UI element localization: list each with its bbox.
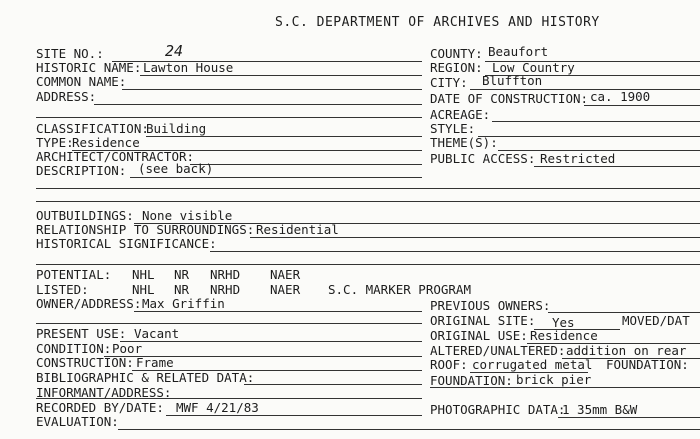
description-line: [130, 177, 422, 178]
original-use-value: Residence: [530, 328, 598, 343]
public-access-value: Restricted: [540, 151, 616, 166]
foundation2-label: FOUNDATION:: [430, 373, 513, 388]
city-label: CITY:: [430, 75, 468, 90]
original-site-label: ORIGINAL SITE:: [430, 313, 536, 328]
original-site-value: Yes: [552, 315, 575, 330]
evaluation-line: [118, 429, 700, 430]
listed-naer: NAER: [270, 282, 301, 297]
altered-label: ALTERED/UNALTERED:: [430, 343, 566, 358]
roof-value: corrugated metal: [472, 357, 593, 372]
acreage-label: ACREAGE:: [430, 107, 491, 122]
region-value: Low Country: [492, 60, 575, 75]
present-use-value: Vacant: [134, 326, 180, 341]
type-label: TYPE:: [36, 135, 74, 150]
listed-nhl: NHL: [132, 282, 155, 297]
county-label: COUNTY:: [430, 46, 483, 61]
address-line-2: [36, 117, 422, 118]
owner-line-2: [36, 323, 422, 324]
date-label: DATE OF CONSTRUCTION:: [430, 91, 589, 106]
listed-nr: NR: [174, 282, 190, 297]
listed-nrhd: NRHD: [210, 282, 241, 297]
potential-nr: NR: [174, 267, 190, 282]
owner-label: OWNER/ADDRESS:: [36, 296, 142, 311]
relationship-line: [250, 237, 700, 238]
owner-line: [134, 311, 422, 312]
owner-value: Max Griffin: [142, 296, 225, 311]
potential-label: POTENTIAL:: [36, 267, 112, 282]
evaluation-label: EVALUATION:: [36, 414, 119, 429]
description-line-2: [36, 188, 700, 189]
common-name-line: [122, 89, 422, 90]
region-label: REGION:: [430, 60, 483, 75]
moved-label: MOVED/DAT: [622, 313, 690, 328]
informant-label: INFORMANT/ADDRESS:: [36, 385, 172, 400]
roof-label: ROOF:: [430, 357, 468, 372]
site-no-value: 24: [165, 42, 184, 60]
photo-value: 1 35mm B&W: [562, 402, 638, 417]
description-label: DESCRIPTION:: [36, 163, 127, 178]
informant-line: [36, 398, 422, 399]
relationship-label: RELATIONSHIP TO SURROUNDINGS:: [36, 222, 255, 237]
altered-value: addition on rear: [566, 343, 687, 358]
style-label: STYLE:: [430, 121, 476, 136]
bibliographic-label: BIBLIOGRAPHIC & RELATED DATA:: [36, 370, 255, 385]
theme-label: THEME(S):: [430, 135, 498, 150]
significance-label: HISTORICAL SIGNIFICANCE:: [36, 236, 217, 251]
historic-name-line: [140, 75, 422, 76]
bibliographic-line: [244, 384, 422, 385]
potential-nrhd: NRHD: [210, 267, 241, 282]
condition-label: CONDITION:: [36, 341, 112, 356]
potential-nhl: NHL: [132, 267, 155, 282]
listed-label: LISTED:: [36, 282, 89, 297]
outbuildings-value: None visible: [142, 208, 233, 223]
recorded-line: [166, 415, 422, 416]
foundation-label: FOUNDATION:: [606, 357, 689, 372]
construction-label: CONSTRUCTION:: [36, 355, 134, 370]
original-use-label: ORIGINAL USE:: [430, 328, 528, 343]
present-use-label: PRESENT USE:: [36, 326, 127, 341]
relationship-value: Residential: [256, 222, 339, 237]
style-line: [478, 136, 700, 137]
date-value: ca. 1900: [590, 89, 651, 104]
date-line: [584, 105, 700, 106]
historic-name-label: HISTORIC NAME:: [36, 60, 142, 75]
classification-label: CLASSIFICATION:: [36, 121, 149, 136]
previous-owners-label: PREVIOUS OWNERS:: [430, 298, 551, 313]
recorded-value: MWF 4/21/83: [176, 400, 259, 415]
condition-value: Poor: [112, 341, 143, 356]
photo-line: [558, 417, 700, 418]
description-line-3: [36, 201, 700, 202]
classification-value: Building: [146, 121, 207, 136]
city-value: Bluffton: [482, 73, 543, 88]
type-value: Residence: [72, 135, 140, 150]
common-name-label: COMMON NAME:: [36, 74, 127, 89]
outbuildings-label: OUTBUILDINGS:: [36, 208, 134, 223]
city-line: [470, 89, 700, 90]
architect-label: ARCHITECT/CONTRACTOR:: [36, 149, 195, 164]
site-no-label: SITE NO.:: [36, 46, 104, 61]
public-access-line: [534, 166, 700, 167]
description-value: (see back): [138, 161, 214, 176]
marker-program: S.C. MARKER PROGRAM: [328, 282, 471, 297]
form-title: S.C. DEPARTMENT OF ARCHIVES AND HISTORY: [275, 15, 600, 30]
photo-label: PHOTOGRAPHIC DATA:: [430, 402, 566, 417]
architect-line: [190, 164, 422, 165]
construction-value: Frame: [136, 355, 174, 370]
address-line-1: [94, 104, 422, 105]
potential-naer: NAER: [270, 267, 301, 282]
classification-line: [146, 136, 422, 137]
address-label: ADDRESS:: [36, 89, 97, 104]
historic-name-value: Lawton House: [143, 60, 234, 75]
public-access-label: PUBLIC ACCESS:: [430, 151, 536, 166]
present-use-line: [120, 341, 422, 342]
foundation2-value: brick pier: [516, 372, 592, 387]
acreage-line: [492, 121, 700, 122]
significance-line-2: [36, 264, 700, 265]
recorded-label: RECORDED BY/DATE:: [36, 400, 164, 415]
foundation2-underline: [430, 387, 700, 388]
county-value: Beaufort: [488, 44, 549, 59]
significance-line: [210, 251, 700, 252]
